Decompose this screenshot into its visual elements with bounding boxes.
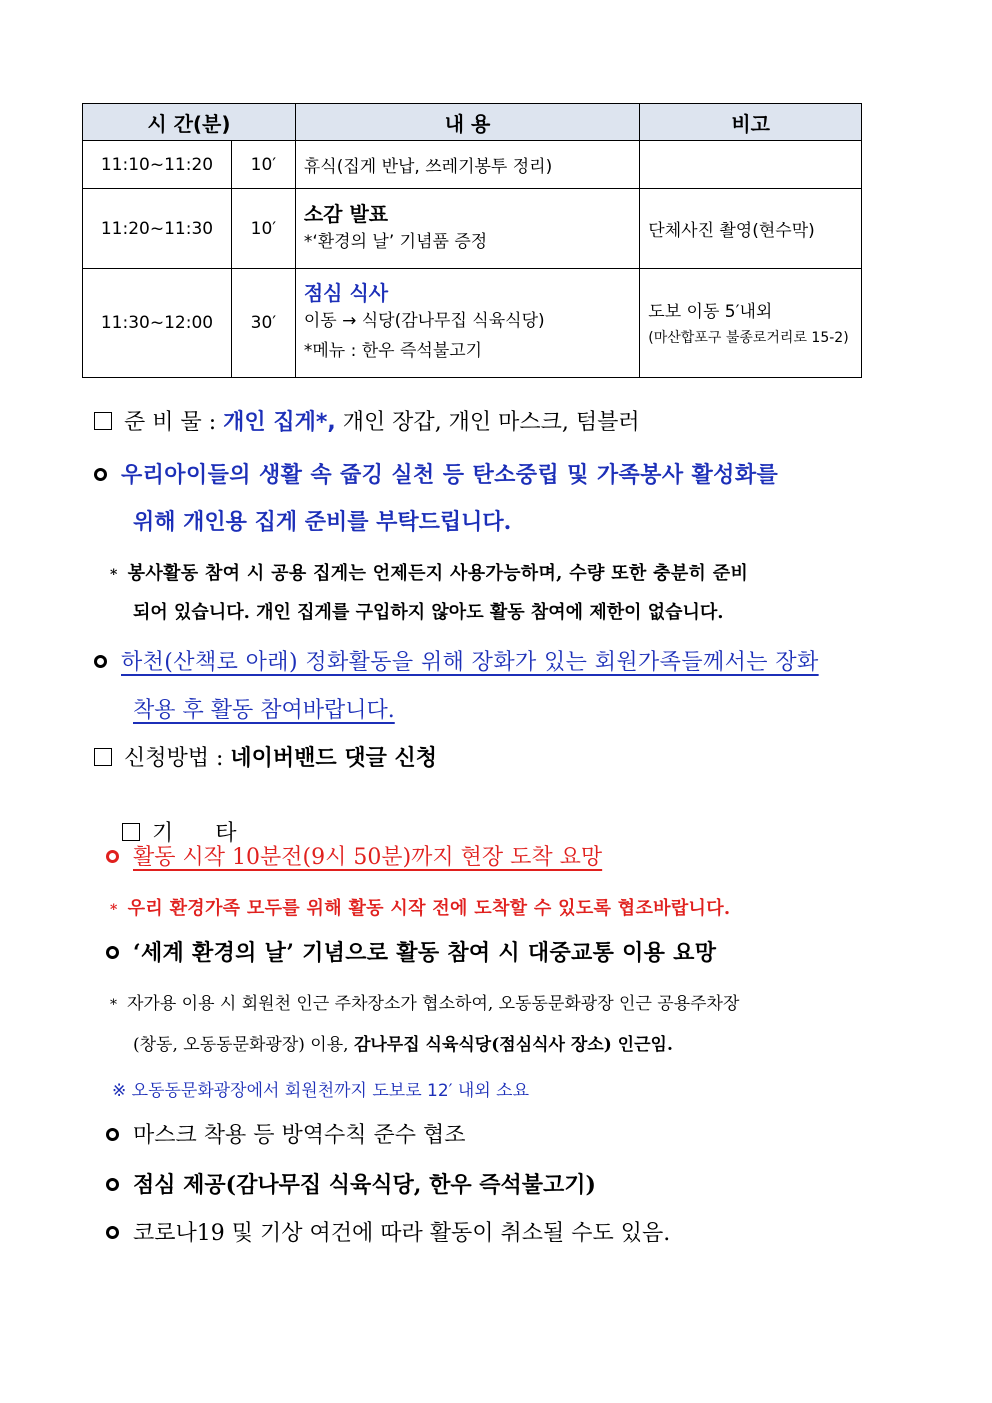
- content-cell: 휴식(집게 반납, 쓰레기봉투 정리): [295, 141, 639, 189]
- footnote1-line1: * 봉사활동 참여 시 공용 집게는 언제든지 사용가능하며, 수량 또한 충분히 준비: [110, 563, 749, 584]
- minutes-cell: 10′: [231, 189, 295, 269]
- prep-label: 준 비 물 :: [124, 410, 217, 435]
- apply-line: [94, 741, 437, 772]
- checkbox-square-icon: [94, 412, 112, 430]
- header-time: 시 간(분): [83, 104, 296, 141]
- content-title: 점심 식사: [303, 281, 389, 305]
- notice1-line2: 위해 개인용 집게 준비를 부탁드립니다.: [133, 509, 512, 535]
- header-content: 내 용: [295, 104, 639, 141]
- transit-note-line1: * 자가용 이용 시 회원천 인근 주차장소가 협소하여, 오동동문화광장 인근 공용주차장: [110, 994, 740, 1014]
- arrival-line: 활동 시작 10분전(9시 50분)까지 현장 도착 요망: [106, 840, 602, 871]
- note-text: 도보 이동 5′내외: [648, 302, 773, 322]
- table-row: [83, 269, 862, 378]
- cancel-line: 코로나19 및 기상 여건에 따라 활동이 취소될 수도 있음.: [106, 1216, 670, 1247]
- transit-line: ‘세계 환경의 날’ 기념으로 활동 참여 시 대중교통 이용 요망: [106, 936, 716, 967]
- apply-label: 신청방법 :: [124, 746, 224, 771]
- lunch-line: 점심 제공(감나무집 식육식당, 한우 즉석불고기): [106, 1168, 596, 1199]
- bullet-circle-icon: [106, 946, 119, 959]
- bullet-circle-icon: [106, 850, 119, 863]
- bullet-circle-icon: [94, 655, 107, 668]
- footnote1-line2: 되어 있습니다. 개인 집게를 구입하지 않아도 활동 참여에 제한이 없습니다.: [133, 602, 724, 623]
- note-address: (마산합포구 불종로거리로 15-2): [648, 330, 849, 346]
- content-text: *메뉴 : 한우 즉석불고기: [303, 341, 483, 361]
- etc-label: 기 타: [151, 821, 237, 846]
- table-row: [83, 141, 862, 189]
- checkbox-square-icon: [122, 823, 140, 841]
- minutes-cell: 30′: [231, 269, 295, 378]
- checkbox-square-icon: [94, 748, 112, 766]
- prep-rest: 개인 장갑, 개인 마스크, 텀블러: [342, 410, 640, 435]
- bullet-circle-icon: [94, 468, 107, 481]
- walk-note: ※ 오동동문화광장에서 회원천까지 도보로 12′ 내외 소요: [112, 1081, 530, 1101]
- note-cell: 단체사진 촬영(현수막): [640, 189, 862, 269]
- content-cell: [295, 269, 639, 378]
- content-text: 이동 → 식당(감나무집 식육식당): [303, 311, 545, 331]
- note-cell: [640, 141, 862, 189]
- apply-value: 네이버밴드 댓글 신청: [230, 746, 438, 771]
- bullet-circle-icon: [106, 1128, 119, 1141]
- table-row: [83, 189, 862, 269]
- header-note: 비고: [640, 104, 862, 141]
- time-cell: 11:10~11:20: [83, 141, 232, 189]
- time-cell: 11:20~11:30: [83, 189, 232, 269]
- bullet-circle-icon: [106, 1178, 119, 1191]
- arrival-note: * 우리 환경가족 모두를 위해 활동 시작 전에 도착할 수 있도록 협조바랍니다.: [110, 898, 731, 919]
- transit-note-line2: (창동, 오동동문화광장) 이용, 감나무집 식육식당(점심식사 장소) 인근임.: [133, 1035, 673, 1055]
- mask-line: 마스크 착용 등 방역수칙 준수 협조: [106, 1118, 466, 1149]
- note-cell: [640, 269, 862, 378]
- notice2-line1: 하천(산책로 아래) 정화활동을 위해 장화가 있는 회원가족들께서는 장화: [94, 645, 819, 676]
- content-cell: [295, 189, 639, 269]
- bullet-circle-icon: [106, 1226, 119, 1239]
- time-cell: 11:30~12:00: [83, 269, 232, 378]
- minutes-cell: 10′: [231, 141, 295, 189]
- content-text: *‘환경의 날’ 기념품 증정: [303, 231, 488, 252]
- prep-highlight: 개인 집게*,: [223, 410, 336, 435]
- notice2-line2: 착용 후 활동 참여바랍니다.: [133, 698, 395, 723]
- content-title: 소감 발표: [303, 201, 389, 226]
- schedule-table: [82, 103, 862, 378]
- notice1-line1: 우리아이들의 생활 속 줍깅 실천 등 탄소중립 및 가족봉사 활성화를: [94, 458, 778, 489]
- prep-line: [94, 405, 640, 436]
